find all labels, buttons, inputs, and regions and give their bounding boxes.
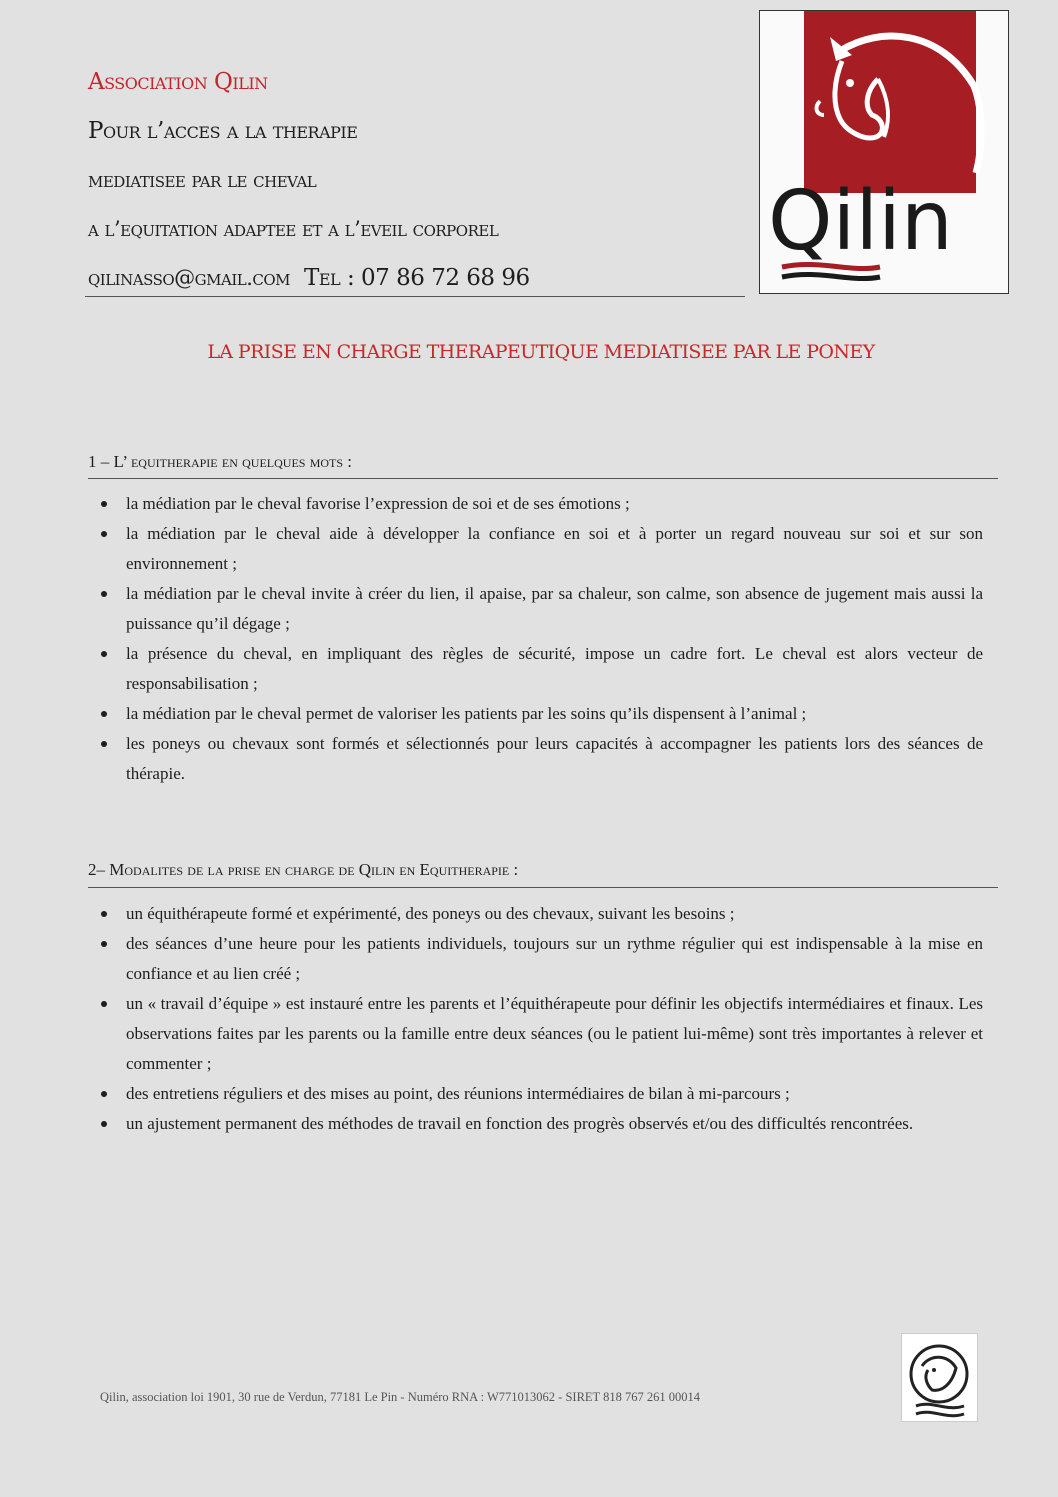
list-item: la médiation par le cheval invite à créer du lien, il apaise, par sa chaleur, son calme, son absence de jugement mais aussi la puissance qu’il dégage ;	[96, 579, 983, 639]
qilin-logo	[759, 10, 1009, 294]
section-1-divider	[88, 478, 998, 479]
phone-number: Tel : 07 86 72 68 96	[304, 265, 530, 291]
footer-logo-icon	[901, 1333, 978, 1422]
list-item: les poneys ou chevaux sont formés et sélectionnés pour leurs capacités à accompagner les patients lors des séances de thérapie.	[96, 729, 983, 789]
list-item: la présence du cheval, en impliquant des règles de sécurité, impose un cadre fort. Le cheval est alors vecteur de responsabilisation ;	[96, 639, 983, 699]
header-line-3: mediatisee par le cheval	[88, 168, 317, 192]
org-name: Association Qilin	[88, 69, 268, 95]
list-item: la médiation par le cheval favorise l’expression de soi et de ses émotions ;	[96, 489, 983, 519]
list-item: la médiation par le cheval aide à développer la confiance en soi et à porter un regard nouveau sur soi et sur son environnement ;	[96, 519, 983, 579]
header-divider	[85, 296, 745, 297]
list-item: un équithérapeute formé et expérimenté, des poneys ou des chevaux, suivant les besoins ;	[96, 899, 983, 929]
header-line-4: a l’equitation adaptee et a l’eveil corporel	[88, 217, 499, 241]
list-item: des entretiens réguliers et des mises au point, des réunions intermédiaires de bilan à mi-parcours ;	[96, 1079, 983, 1109]
qilin-logo-graphic	[760, 11, 1008, 293]
section-2-divider	[88, 887, 998, 888]
email-link[interactable]: qilinasso@gmail.com	[88, 266, 291, 290]
header-text-block	[88, 58, 748, 303]
list-item: un « travail d’équipe » est instauré entre les parents et l’équithérapeute pour définir les objectifs intermédiaires et finaux. Les observations faites par les parents ou la famille entre deux séances (ou le patient lui-même) sont très importantes à relever et commenter ;	[96, 989, 983, 1079]
page-title: LA PRISE EN CHARGE THERAPEUTIQUE MEDIATISEE PAR LE PONEY	[207, 341, 875, 363]
list-item: des séances d’une heure pour les patients individuels, toujours sur un rythme régulier qui est indispensable à la mise en confiance et au lien créé ;	[96, 929, 983, 989]
section-2-heading: 2– Modalites de la prise en charge de Qilin en Equitherapie :	[88, 860, 519, 879]
header-line-2: Pour l’acces a la therapie	[88, 118, 358, 144]
list-item: la médiation par le cheval permet de valoriser les patients par les soins qu’ils dispensent à l’animal ;	[96, 699, 983, 729]
section-1-list	[96, 489, 983, 789]
section-1-heading: 1 – L’ equitherapie en quelques mots :	[88, 452, 353, 471]
logo-wordmark: Qilin	[768, 174, 953, 269]
section-2-list	[96, 899, 983, 1139]
footer-legal-text: Qilin, association loi 1901, 30 rue de Verdun, 77181 Le Pin - Numéro RNA : W771013062 - SIRET 818 767 261 00014	[100, 1390, 700, 1404]
list-item: un ajustement permanent des méthodes de travail en fonction des progrès observés et/ou des difficultés rencontrées.	[96, 1109, 983, 1139]
